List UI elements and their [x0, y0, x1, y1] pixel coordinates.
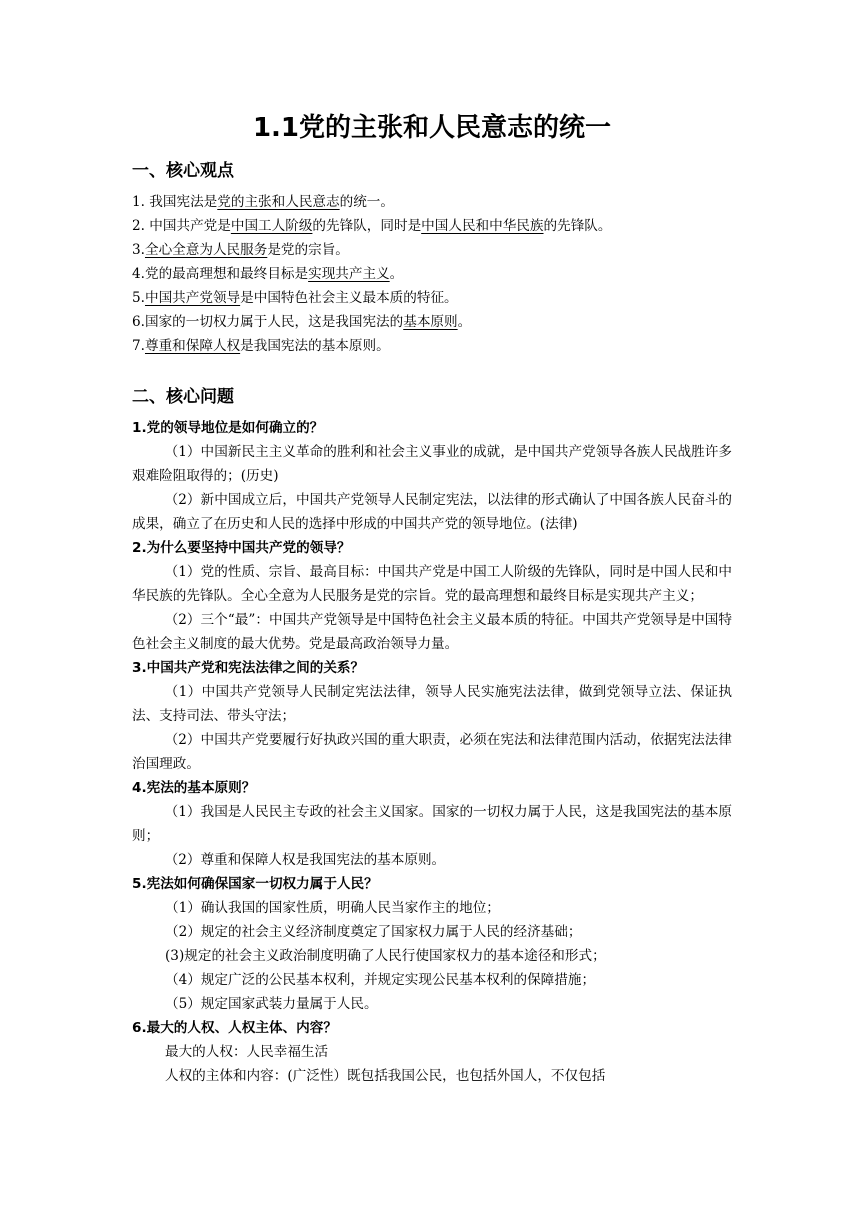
- point-text: 5.: [132, 290, 145, 306]
- underlined-key-phrase: 中国共产党领导: [144, 290, 241, 306]
- question-heading: 2.为什么要坚持中国共产党的领导？: [132, 540, 351, 556]
- underlined-key-phrase: 中国工人阶级: [230, 218, 313, 234]
- answer-item: （2）规定的社会主义经济制度奠定了国家权力属于人民的经济基础；: [165, 924, 582, 940]
- answer-item: (3)规定的社会主义政治制度明确了人民行使国家权力的基本途径和形式；: [165, 948, 606, 964]
- section-heading-core-questions: 二、核心问题: [132, 387, 234, 407]
- underlined-key-phrase: 基本原则: [403, 314, 458, 330]
- underlined-key-phrase: 中国人民和中华民族: [421, 218, 544, 234]
- question-heading: 5.宪法如何确保国家一切权力属于人民？: [132, 876, 378, 892]
- core-point: [132, 334, 732, 358]
- point-text: 。: [389, 266, 404, 282]
- answer-line: 人权的主体和内容：(广泛性）既包括我国公民，也包括外国人，不仅包括: [165, 1068, 606, 1084]
- question-heading: 3.中国共产党和宪法法律之间的关系？: [132, 660, 365, 676]
- core-point: [132, 286, 732, 310]
- answer-paragraph: （1）我国是人民民主专政的社会主义国家。国家的一切权力属于人民，这是我国宪法的基本原则；: [132, 804, 732, 844]
- answer-line: 最大的人权：人民幸福生活: [165, 1044, 329, 1060]
- page-title: 1.1党的主张和人民意志的统一: [252, 113, 612, 143]
- core-point: [132, 238, 732, 262]
- point-text: 7.: [132, 338, 145, 354]
- question-heading: 4.宪法的基本原则？: [132, 780, 256, 796]
- point-text: 1. 我国宪法是: [132, 194, 218, 210]
- answer-paragraph: （2）中国共产党要履行好执政兴国的重大职责，必须在宪法和法律范围内活动，依据宪法法律治国理政。: [132, 732, 732, 772]
- answer-item: （5）规定国家武装力量属于人民。: [165, 996, 378, 1012]
- answer-paragraph: （1）中国新民主主义革命的胜利和社会主义事业的成就，是中国共产党领导各族人民战胜许多艰难险阻取得的；(历史): [132, 444, 732, 484]
- underlined-key-phrase: 党的主张和人民意志: [217, 194, 340, 210]
- question-heading: 6.最大的人权、人权主体、内容？: [132, 1020, 337, 1036]
- point-text: 。: [457, 314, 472, 330]
- point-text: 是我国宪法的基本原则。: [240, 338, 390, 354]
- answer-paragraph: （2）三个“最”：中国共产党领导是中国特色社会主义最本质的特征。中国共产党领导是中国特色社会主义制度的最大优势。党是最高政治领导力量。: [132, 612, 732, 652]
- core-point: [132, 190, 732, 214]
- answer-item: （4）规定广泛的公民基本权利，并规定实现公民基本权利的保障措施；: [165, 972, 596, 988]
- point-text: 的先锋队，同时是: [312, 218, 422, 234]
- point-text: 的统一。: [339, 194, 394, 210]
- core-point: [132, 310, 732, 334]
- point-text: 是中国特色社会主义最本质的特征。: [240, 290, 458, 306]
- point-text: 的先锋队。: [543, 218, 612, 234]
- point-text: 2. 中国共产党是: [132, 218, 231, 234]
- underlined-key-phrase: 全心全意为人民服务: [144, 242, 268, 258]
- section-heading-core-views: 一、核心观点: [132, 161, 234, 181]
- answer-paragraph: （2）尊重和保障人权是我国宪法的基本原则。: [164, 852, 446, 868]
- question-heading: 1.党的领导地位是如何确立的？: [132, 420, 324, 436]
- point-text: 3.: [132, 242, 145, 258]
- point-text: 4.党的最高理想和最终目标是: [132, 266, 309, 282]
- point-text: 是党的宗旨。: [267, 242, 349, 258]
- point-text: 6.国家的一切权力属于人民，这是我国宪法的: [132, 314, 404, 330]
- answer-item: （1）确认我国的国家性质，明确人民当家作主的地位；: [165, 900, 500, 916]
- answer-paragraph: （1）中国共产党领导人民制定宪法法律，领导人民实施宪法法律，做到党领导立法、保证执法、支持司法、带头守法；: [132, 684, 732, 724]
- answer-paragraph: （1）党的性质、宗旨、最高目标：中国共产党是中国工人阶级的先锋队，同时是中国人民和中华民族的先锋队。全心全意为人民服务是党的宗旨。党的最高理想和最终目标是实现共产主义；: [132, 564, 732, 604]
- underlined-key-phrase: 尊重和保障人权: [144, 338, 241, 354]
- underlined-key-phrase: 实现共产主义: [308, 266, 390, 282]
- core-point: [132, 214, 732, 238]
- answer-paragraph: （2）新中国成立后，中国共产党领导人民制定宪法，以法律的形式确认了中国各族人民奋斗的成果，确立了在历史和人民的选择中形成的中国共产党的领导地位。(法律): [132, 492, 732, 532]
- document-page: [132, 108, 732, 1088]
- core-points-list: [132, 190, 732, 358]
- core-point: [132, 262, 732, 286]
